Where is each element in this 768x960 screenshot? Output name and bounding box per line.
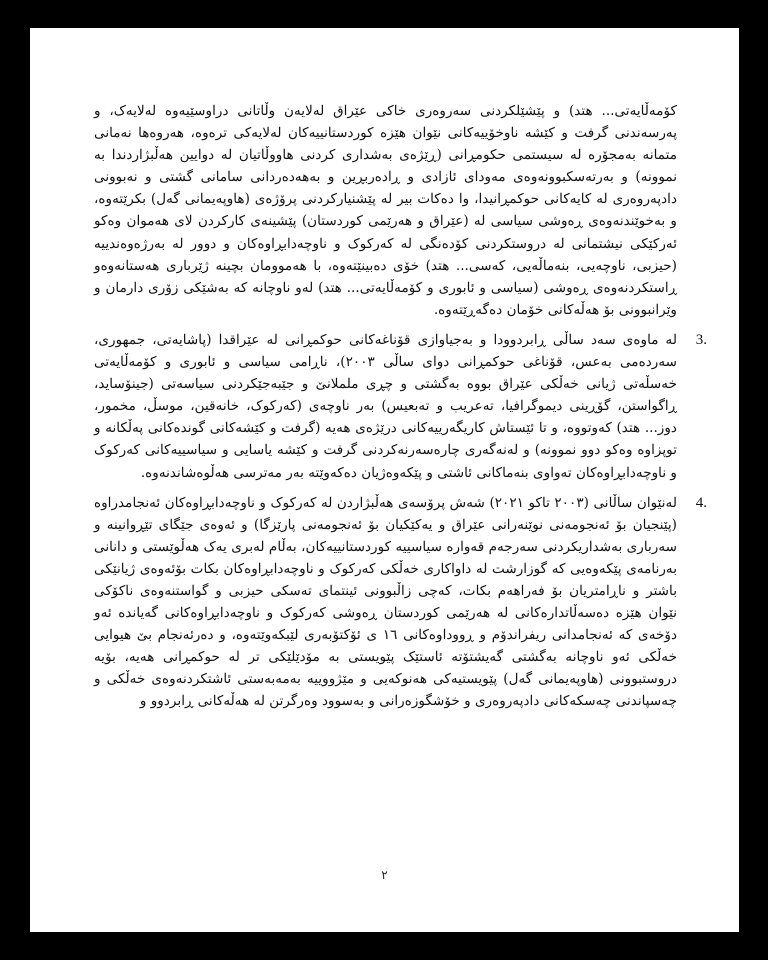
paragraph-number: 3. xyxy=(695,331,707,348)
paragraph-text: لەنێوان ساڵانی (٢٠٠٣ تاکو ٢٠٢١) شەش پرۆسەی هەڵبژاردن لە کەرکوک و ناوچەدابڕاوەکان ئەنجامدراوە (پێنجیان بۆ ئەنجومەنی نوێنەرانی عێراق و یەکێکیان بۆ ئەنجومەنی پارێزگا) و ئەوەی جێگای تێڕوانینە و سەرباری بەشداریکردنی سەرجەم قەوارە سیاسییە کوردستانییەکان، بەڵام لەبری یەک هەڵوێستی و دانانی بەرنامەی پێکەوەیی کە گوزارشت لە داواکاری خەڵکی کەرکوک و ناوچەدابڕاوەکان بکات بۆئەوەی ژیانێکی باشتر و ناڕامتریان بۆ فەراهەم بکات، کەچی زاڵبوونی ئینتمای تەسکی حیزبی و گواستنەوەی ناکۆکی نێوان هێزە دەسەڵاتدارەکانی لە هەرێمی کوردستان ڕەوشی کەرکوک و ناوچەدابڕاوەکانی گەیاندە ئەو دۆخەی کە ئەنجامدانی ریفراندۆم و ڕووداوەکانی ١٦ ی ئۆکتۆبەری لێبکەوێتەوە، و دەرئەنجام بێ هیوایی خەڵکی ئەو ناوچانە بەگشتی گەیشتۆتە ئاستێک پێویستی بە مۆدێلێکی تر لە حوکمڕانی هەیە، بۆیە دروستبوونی (هاوپەیمانی گەل) پێویستیەکی هەنوکەیی و مێژووییە بەمەبەستی ئاشتکردنەوەی خەڵکی و چەسپاندنی چەسکەکانی دادپەروەری و خۆشگوزەرانی و بەسوود وەرگرتن لە هەڵەکانی ڕابردوو و xyxy=(94,494,677,710)
numbered-paragraph-4 xyxy=(94,492,707,713)
document-page xyxy=(30,28,739,932)
paragraph-number: 4. xyxy=(695,494,707,511)
numbered-paragraph-3 xyxy=(94,329,707,484)
document-body xyxy=(94,100,707,713)
paragraph-text: لە ماوەی سەد ساڵی ڕابردوودا و بەجیاوازی قۆناغەکانی حوکمڕانی لە عێراقدا (پاشایەتی، جمهوری، سەردەمی بەعس، قۆناغی حوکمڕانی دوای ساڵی ٢٠٠٣)، ناڕامی سیاسی و ئابوری و کۆمەڵایەتی خەسڵەتی ژیانی خەڵکی عێراق بووە بەگشتی و چڕی ململانێ و جێبەجێکردنی سیاسەتی (جینۆساید، ڕاگواستن، گۆڕینی دیموگرافیا، تەعریب و تەبعیس) بەر ناوچەی (کەرکوک، خانەقین، موسڵ، مخمور، دوز... هتد) کەوتووە، و تا ئێستاش کاریگەرییەکانی درێژەی هەیە (گرفت و کێشەکانی گوندەکانی پەڵکانە و توپزاوە وەکو دوو نموونە) و لەنەگەری چارەسەرنەکردنی گرفت و کێشە یاسایی و سیاسییەکانی کەرکوک و ناوچەدابڕاوەکان تەواوی بنەماکانی ئاشتی و پێکەوەژیان دەکەوێتە بەر مەترسی هەڵوەشاندنەوە. xyxy=(94,331,677,481)
paragraph-intro: کۆمەڵایەتی... هتد) و پێشێلکردنی سەروەری خاکی عێراق لەلایەن وڵاتانی دراوسێیەوە لەلایەک، و پەرسەندنی گرفت و کێشە ناوخۆییەکانی نێوان هێزە کوردستانییەکان لەلایەکی ترەوە، هەروەها نەمانی متمانە بەمجۆرە لە سیستمی حکومڕانی (ڕێژەی بەشداری کردنی هاووڵاتیان لە دوایین هەڵبژاردندا بە نموونە) و بەرتەسکبوونەوەی مەودای ئازادی و ڕادەربڕین و بەهەدەردانی سامانی گشتی و نەبوونی دادپەروەری لە کایەکانی حوکمڕانیدا، وا دەکات بیر لە پێشنیارکردنی پرۆژەی (هاوپەیمانی گەل) بکرێتەوە، و بەخوێندنەوەی ڕەوشی سیاسی لە (عێراق و هەرێمی کوردستان) پێشینەی کارکردن لای هەموان وەکو ئەرکێکی نیشتمانی لە دروستکردنی کۆدەنگی لە کەرکوک و ناوچەدابڕاوەکان و دوور لە بەرژەوەندییە (حیزبی، ناوچەیی، بنەماڵەیی، کەسی... هتد) خۆی دەبینێتەوە، با هەموومان بچینە ژێرباری هەستانەوەو ڕاستکردنەوەی ڕەوشی (سیاسی و ئابوری و کۆمەڵایەتی... هتد) لەو ناوچانە کە بەشێکی زۆری دارمان و وێرانبوونی بۆ هەڵەکانی خۆمان دەگەڕێتەوە. xyxy=(94,103,677,318)
page-number: ٢ xyxy=(381,868,388,882)
